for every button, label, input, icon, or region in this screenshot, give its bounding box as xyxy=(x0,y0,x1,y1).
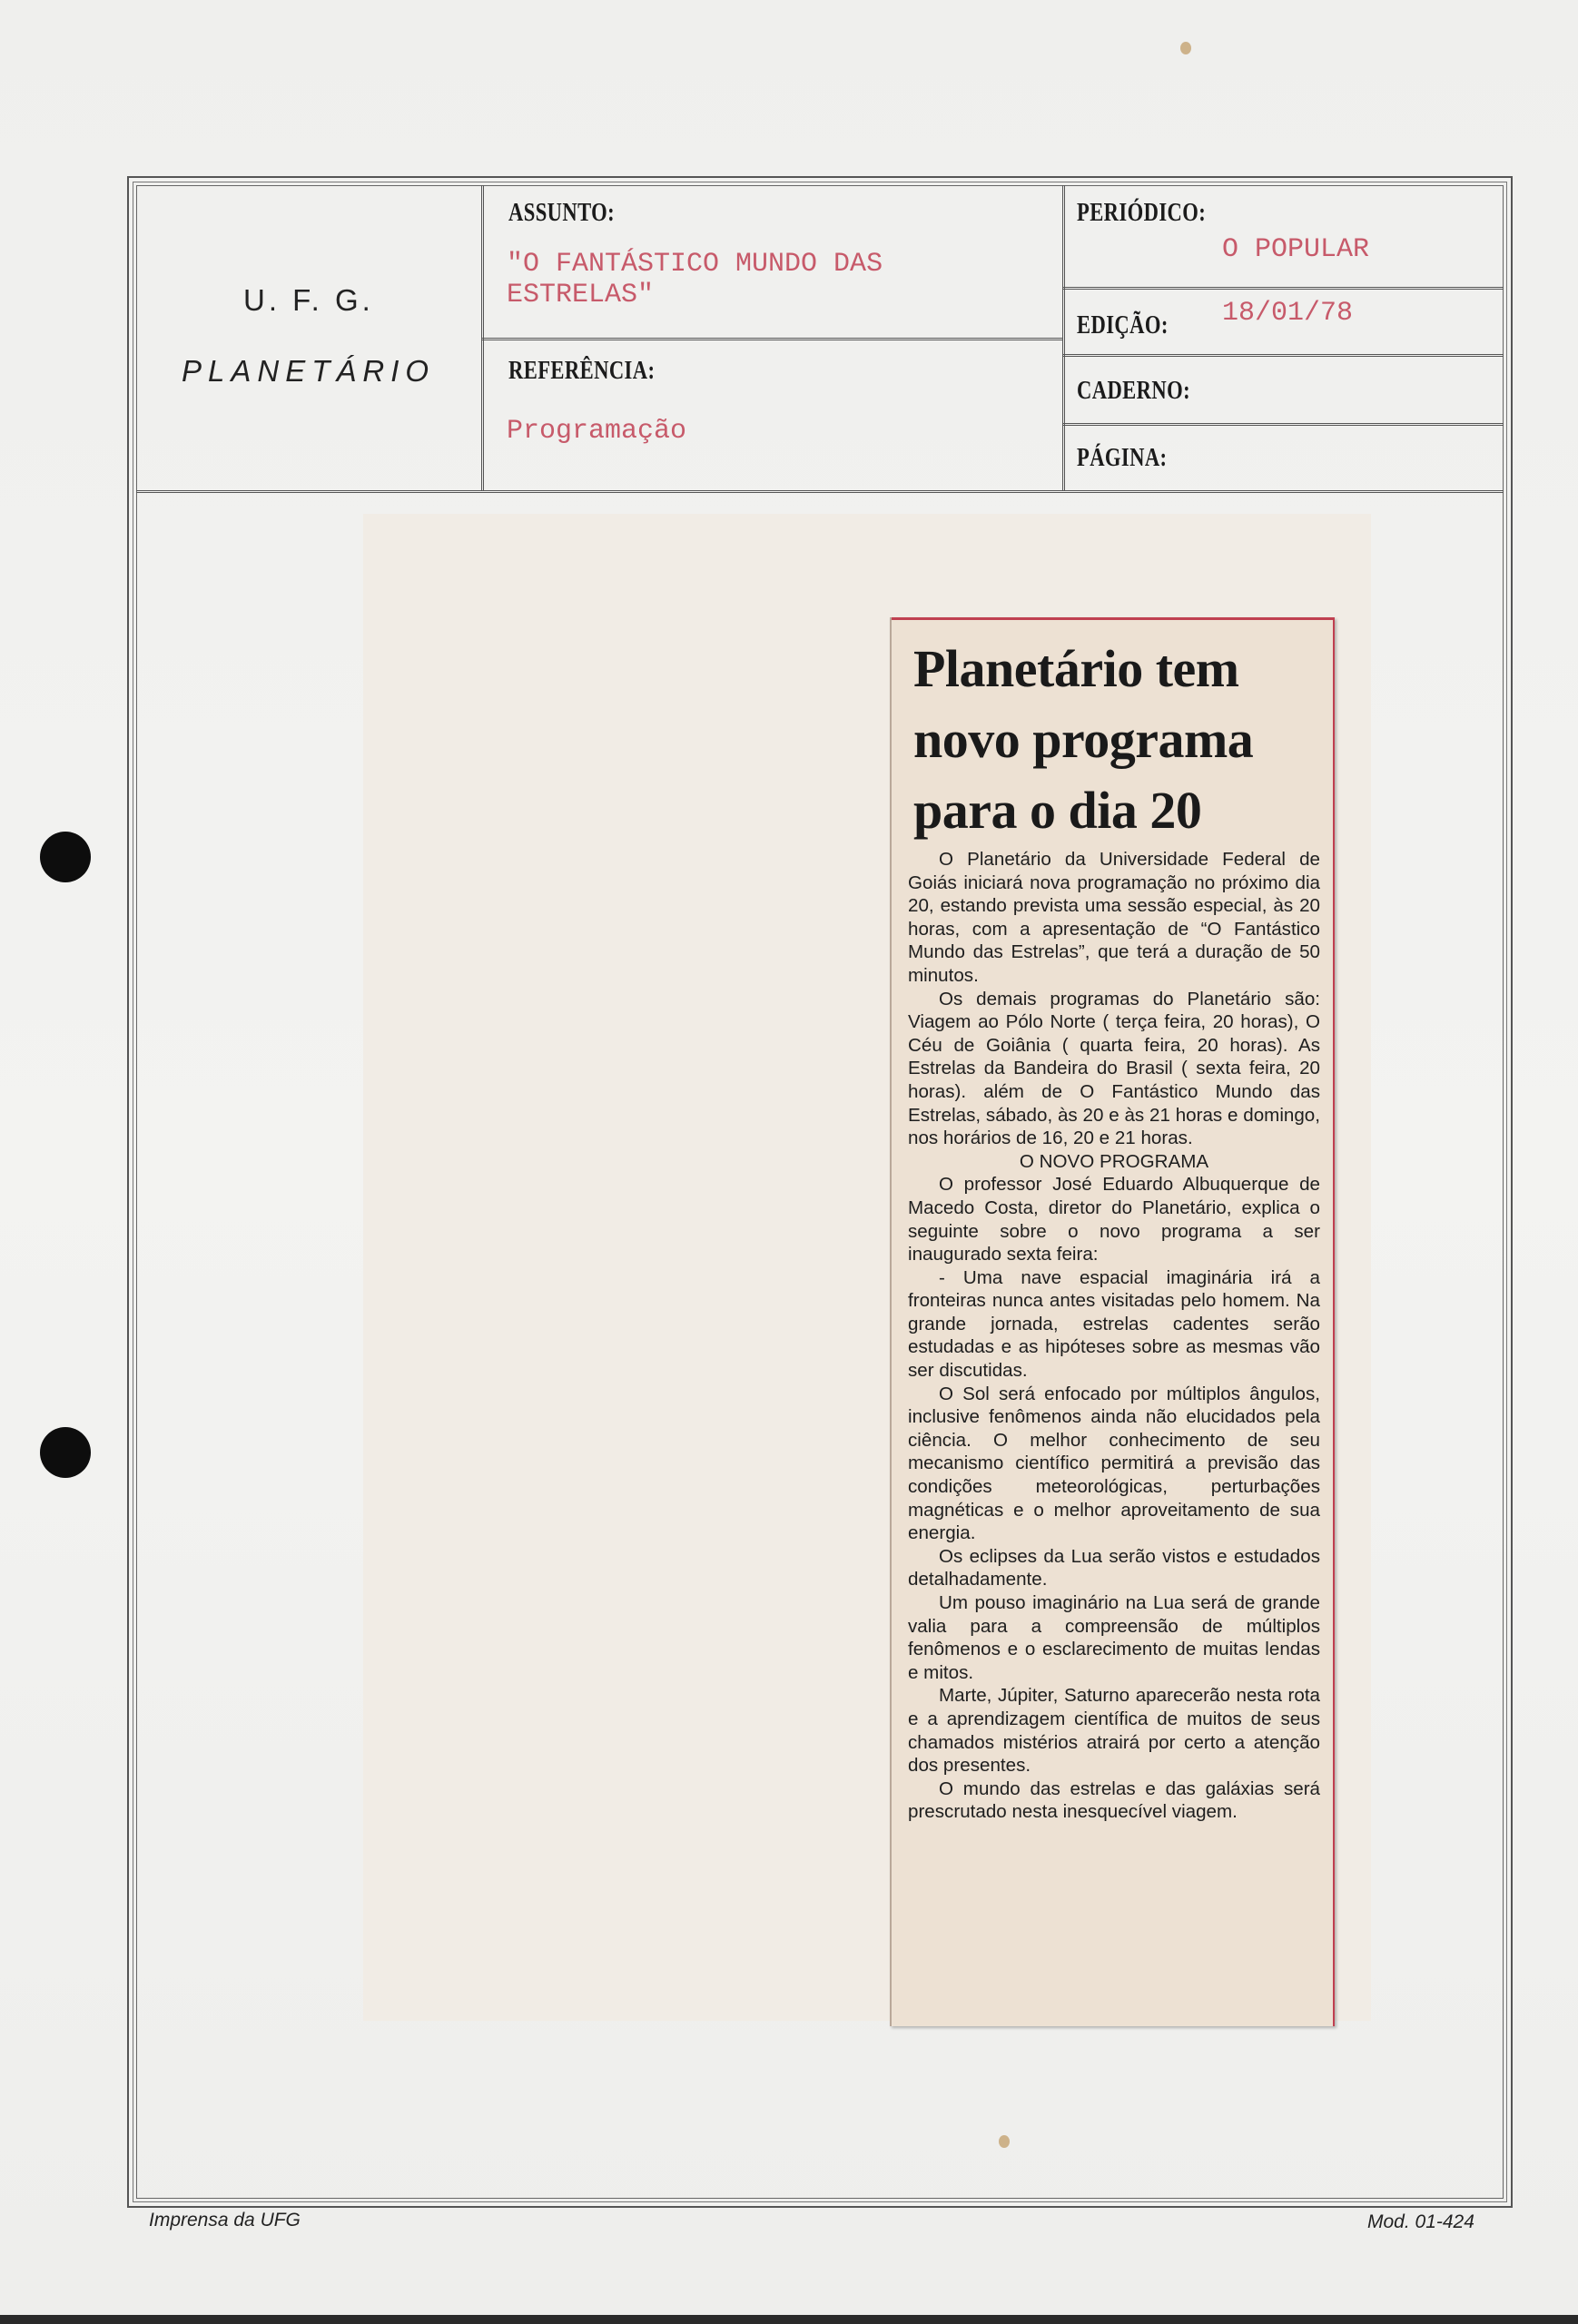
periodico-cell xyxy=(1062,185,1504,287)
periodico-value: O POPULAR xyxy=(1222,234,1370,265)
clipping-headline: Planetário tem novo programa para o dia 20 xyxy=(913,639,1254,840)
article-paragraph: Marte, Júpiter, Saturno aparecerão nesta rota e a aprendizagem científica de muitos de seus chamados mistérios atrairá por certo a atenção dos presentes. xyxy=(908,1685,1320,1777)
periodico-label: PERIÓDICO: xyxy=(1077,198,1207,227)
edicao-label: EDIÇÃO: xyxy=(1077,310,1169,340)
article-paragraph: Os eclipses da Lua serão vistos e estudados detalhadamente. xyxy=(908,1545,1320,1590)
edicao-cell xyxy=(1062,287,1504,354)
newspaper-clipping xyxy=(890,617,1335,2026)
referencia-cell xyxy=(481,338,1062,490)
article-paragraph: - Uma nave espacial imaginária irá a fronteiras nunca antes visitadas pelo homem. Na grande jornada, estrelas cadentes serão estudadas e as hipóteses sobre as mesmas vão ser discutidas. xyxy=(908,1266,1320,1382)
assunto-value: "O FANTÁSTICO MUNDO DAS ESTRELAS" xyxy=(507,249,883,310)
referencia-value: Programação xyxy=(507,416,687,447)
assunto-cell xyxy=(481,185,1062,338)
scan-bottom-edge xyxy=(0,2315,1578,2324)
article-paragraph: O Sol será enfocado por múltiplos ângulos, inclusive fenômenos ainda não elucidados pela ciência. O melhor conhecimento de seu mecanismo científico permitirá a previsão das condições meteorológicas, perturbações magnéticas e o melhor aproveitamento de sua energia. xyxy=(908,1383,1320,1544)
punch-hole-upper xyxy=(40,832,91,882)
paper-stain xyxy=(1180,42,1191,54)
paper-stain xyxy=(999,2135,1010,2148)
referencia-label: REFERÊNCIA: xyxy=(508,356,656,385)
article-paragraph: Os demais programas do Planetário são: Viagem ao Pólo Norte ( terça feira, 20 horas), O Céu de Goiânia ( quarta feira, 20 horas). As Estrelas da Bandeira do Brasil ( sexta feira, 20 horas). além de O Fantástico Mundo das Estrelas, sábado, às 20 e às 21 horas e domingo, nos horários de 16, 20 e 21 horas. xyxy=(908,988,1320,1149)
caderno-label: CADERNO: xyxy=(1077,376,1191,405)
article-paragraph: O mundo das estrelas e das galáxias será prescrutado nesta inesquecível viagem. xyxy=(908,1777,1320,1823)
article-paragraph: O Planetário da Universidade Federal de Goiás iniciará nova programação no próximo dia 20, estando prevista uma sessão especial, às 20 horas, com a apresentação de “O Fantástico Mundo das Estrelas”, que terá a duração de 50 minutos. xyxy=(908,849,1320,986)
caderno-cell xyxy=(1062,354,1504,423)
punch-hole-lower xyxy=(40,1427,91,1478)
clipping-article xyxy=(908,848,1320,1824)
assunto-label: ASSUNTO: xyxy=(508,198,616,227)
institution-cell xyxy=(136,185,481,490)
edicao-value: 18/01/78 xyxy=(1222,298,1354,329)
footer-form-code: Mod. 01-424 xyxy=(1367,2211,1474,2232)
article-paragraph: O professor José Eduardo Albuquerque de Macedo Costa, diretor do Planetário, explica o seguinte sobre o novo programa a ser inaugurado sexta feira: xyxy=(908,1174,1320,1265)
form-header xyxy=(136,185,1504,493)
pagina-label: PÁGINA: xyxy=(1077,443,1168,472)
institution-name: U. F. G. xyxy=(243,283,374,317)
pagina-cell xyxy=(1062,423,1504,490)
department-name: PLANETÁRIO xyxy=(182,354,436,388)
article-paragraph: Um pouso imaginário na Lua será de grande valia para a compreensão de múltiplos fenômenos e o esclarecimento de muitas lendas e mitos. xyxy=(908,1592,1320,1683)
footer-printer: Imprensa da UFG xyxy=(149,2210,301,2230)
clipping-top-edge xyxy=(892,617,1333,620)
article-subhead: O NOVO PROGRAMA xyxy=(1019,1150,1209,1172)
